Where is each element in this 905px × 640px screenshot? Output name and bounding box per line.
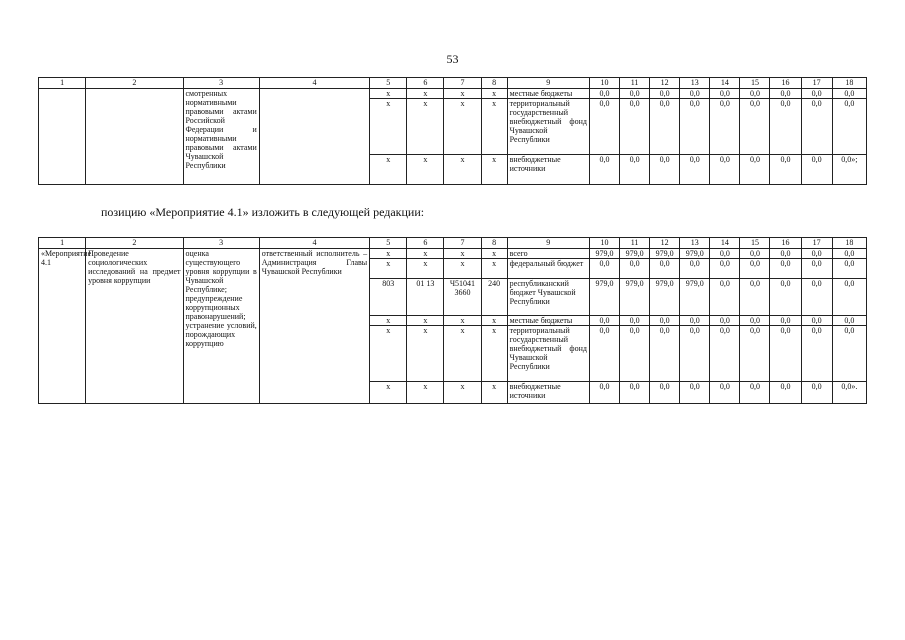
cell-value: 979,0: [680, 249, 710, 259]
cell-vr: x: [481, 89, 507, 99]
page-number: 53: [446, 52, 459, 66]
cell-vr: x: [481, 316, 507, 326]
cell-source: местные бюджеты: [507, 89, 589, 99]
cell-value: 0,0: [801, 382, 832, 404]
cell-executor: ответственный исполнитель – Администрация Главы Чувашской Республики: [259, 249, 369, 404]
cell-section: x: [407, 155, 444, 185]
cell-source: федеральный бюджет: [507, 259, 589, 279]
cell-value: 0,0: [589, 259, 619, 279]
cell-value: 0,0: [801, 326, 832, 382]
col-header: 2: [86, 78, 183, 89]
cell-value: 0,0».: [832, 382, 866, 404]
cell-value: 0,0: [680, 259, 710, 279]
cell-source: внебюджетные источники: [507, 382, 589, 404]
cell-value: 979,0: [589, 249, 619, 259]
cell-grbs: x: [370, 155, 407, 185]
column-header-row: [39, 238, 867, 249]
cell-grbs: x: [370, 249, 407, 259]
col-header: 14: [710, 238, 740, 249]
cell-value: 0,0: [710, 316, 740, 326]
cell-grbs: x: [370, 99, 407, 155]
cell-section: x: [407, 99, 444, 155]
col-header: 13: [680, 238, 710, 249]
cell-value: 979,0: [589, 279, 619, 316]
cell-value: 0,0: [740, 259, 770, 279]
cell-value: 0,0: [710, 155, 740, 185]
cell-value: 0,0: [680, 382, 710, 404]
instruction-paragraph: позицию «Мероприятие 4.1» изложить в следующей редакции:: [101, 205, 425, 219]
col-header: 3: [183, 238, 259, 249]
cell-source: внебюджетные источники: [507, 155, 589, 185]
cell-value: 0,0: [710, 99, 740, 155]
cell-value: 0,0: [770, 155, 801, 185]
cell-value: 0,0: [620, 326, 650, 382]
col-header: 6: [407, 78, 444, 89]
cell-source: местные бюджеты: [507, 316, 589, 326]
cell-value: 0,0: [620, 382, 650, 404]
cell-value: 0,0: [589, 326, 619, 382]
col-header: 5: [370, 78, 407, 89]
cell-value: 979,0: [680, 279, 710, 316]
cell-value: 0,0: [740, 249, 770, 259]
table-row: [39, 89, 867, 99]
cell-value: 0,0: [650, 326, 680, 382]
cell-grbs: x: [370, 382, 407, 404]
cell-goal-text: смотренных нормативными правовыми актами Российской Федерации и нормативными правовыми актами Чувашской Республики: [183, 89, 259, 185]
cell-value: 0,0: [801, 99, 832, 155]
cell-vr: 240: [481, 279, 507, 316]
cell-value: 0,0: [680, 155, 710, 185]
cell-value: 0,0: [740, 99, 770, 155]
cell-section: 01 13: [407, 279, 444, 316]
cell-csr: x: [444, 382, 481, 404]
cell-value: 0,0: [770, 316, 801, 326]
cell-value: 979,0: [620, 279, 650, 316]
col-header: 9: [507, 238, 589, 249]
cell-value: 0,0: [710, 382, 740, 404]
cell-vr: x: [481, 382, 507, 404]
cell-value: 0,0: [620, 259, 650, 279]
cell-value: 0,0: [832, 316, 866, 326]
cell-value: 0,0: [770, 279, 801, 316]
cell-value: 0,0: [832, 89, 866, 99]
col-header: 6: [407, 238, 444, 249]
cell-value: 0,0: [710, 326, 740, 382]
cell-value: 0,0: [650, 382, 680, 404]
cell-value: 0,0: [710, 249, 740, 259]
cell-csr: x: [444, 326, 481, 382]
cell-value: 0,0: [680, 316, 710, 326]
cell-section: x: [407, 249, 444, 259]
col-header: 1: [39, 78, 86, 89]
col-header: 1: [39, 238, 86, 249]
col-header: 4: [259, 78, 369, 89]
cell-value: 0,0: [710, 89, 740, 99]
col-header: 7: [444, 238, 481, 249]
cell-value: 0,0: [801, 249, 832, 259]
col-header: 16: [770, 78, 801, 89]
cell-value: 0,0: [832, 259, 866, 279]
cell-value: 0,0: [770, 89, 801, 99]
cell-value: 0,0: [650, 259, 680, 279]
cell-value: 0,0: [770, 259, 801, 279]
col-header: 8: [481, 78, 507, 89]
cell-csr: Ч51041 3660: [444, 279, 481, 316]
cell-section: x: [407, 259, 444, 279]
cell-value: 0,0: [740, 279, 770, 316]
cell-vr: x: [481, 326, 507, 382]
cell-value: 0,0: [770, 99, 801, 155]
cell-value: 0,0: [832, 326, 866, 382]
cell-value: 979,0: [650, 249, 680, 259]
cell-vr: x: [481, 155, 507, 185]
cell-measure-description: Проведение социологических исследований на предмет уровня коррупции: [86, 249, 183, 404]
cell-value: 0,0: [770, 326, 801, 382]
cell-value: 0,0: [650, 316, 680, 326]
cell-value: 0,0: [620, 316, 650, 326]
cell-vr: x: [481, 249, 507, 259]
cell-csr: x: [444, 99, 481, 155]
cell-value: 0,0: [589, 316, 619, 326]
cell-value: 0,0: [740, 155, 770, 185]
table-row: [39, 249, 867, 259]
cell-grbs: 803: [370, 279, 407, 316]
cell-value: 0,0: [832, 249, 866, 259]
cell-value: 0,0: [770, 382, 801, 404]
column-header-row: [39, 78, 867, 89]
cell-value: 0,0: [620, 155, 650, 185]
cell-value: 0,0: [740, 316, 770, 326]
col-header: 17: [801, 78, 832, 89]
cell-source: территориальный государственный внебюджетный фонд Чувашской Республики: [507, 99, 589, 155]
col-header: 14: [710, 78, 740, 89]
cell-csr: x: [444, 89, 481, 99]
cell-value: 0,0: [740, 382, 770, 404]
cell-value: 0,0: [650, 99, 680, 155]
cell-value: 0,0: [680, 99, 710, 155]
col-header: 15: [740, 238, 770, 249]
cell-measure-name: «Мероприятие 4.1: [39, 249, 86, 404]
col-header: 4: [259, 238, 369, 249]
col-header: 17: [801, 238, 832, 249]
col-header: 11: [620, 78, 650, 89]
cell-section: x: [407, 316, 444, 326]
cell-grbs: x: [370, 259, 407, 279]
cell-section: x: [407, 89, 444, 99]
cell-section: x: [407, 382, 444, 404]
col-header: 7: [444, 78, 481, 89]
cell-value: 0,0: [770, 249, 801, 259]
cell-value: 0,0: [650, 155, 680, 185]
col-header: 18: [832, 238, 866, 249]
cell-value: 0,0: [801, 259, 832, 279]
cell-empty: [259, 89, 369, 185]
col-header: 8: [481, 238, 507, 249]
cell-csr: x: [444, 259, 481, 279]
cell-value: 0,0: [740, 326, 770, 382]
cell-value: 979,0: [650, 279, 680, 316]
cell-empty: [86, 89, 183, 185]
cell-value: 0,0: [680, 326, 710, 382]
cell-grbs: x: [370, 316, 407, 326]
cell-vr: x: [481, 259, 507, 279]
col-header: 10: [589, 78, 619, 89]
cell-value: 0,0: [589, 99, 619, 155]
col-header: 3: [183, 78, 259, 89]
cell-value: 0,0: [620, 89, 650, 99]
cell-value: 0,0: [589, 382, 619, 404]
col-header: 12: [650, 238, 680, 249]
col-header: 15: [740, 78, 770, 89]
col-header: 16: [770, 238, 801, 249]
cell-csr: x: [444, 249, 481, 259]
cell-value: 0,0: [801, 155, 832, 185]
cell-value: 0,0: [801, 279, 832, 316]
cell-value: 0,0: [589, 89, 619, 99]
col-header: 18: [832, 78, 866, 89]
col-header: 9: [507, 78, 589, 89]
cell-grbs: x: [370, 326, 407, 382]
cell-empty: [39, 89, 86, 185]
table-continuation: [38, 77, 867, 185]
cell-value: 0,0: [801, 316, 832, 326]
cell-value: 0,0: [680, 89, 710, 99]
cell-value: 0,0: [650, 89, 680, 99]
cell-csr: x: [444, 316, 481, 326]
cell-value: 0,0: [710, 279, 740, 316]
cell-source: республиканский бюджет Чувашской Республики: [507, 279, 589, 316]
col-header: 13: [680, 78, 710, 89]
cell-value: 0,0: [589, 155, 619, 185]
cell-source: всего: [507, 249, 589, 259]
cell-source: территориальный государственный внебюджетный фонд Чувашской Республики: [507, 326, 589, 382]
col-header: 10: [589, 238, 619, 249]
cell-measure-goal: оценка существующего уровня коррупции в Чувашской Республике; предупреждение коррупционных правонарушений; устранение условий, порождающих коррупцию: [183, 249, 259, 404]
cell-value: 0,0»;: [832, 155, 866, 185]
col-header: 11: [620, 238, 650, 249]
col-header: 5: [370, 238, 407, 249]
cell-value: 0,0: [832, 279, 866, 316]
cell-value: 0,0: [832, 99, 866, 155]
cell-vr: x: [481, 99, 507, 155]
col-header: 2: [86, 238, 183, 249]
cell-grbs: x: [370, 89, 407, 99]
col-header: 12: [650, 78, 680, 89]
cell-value: 0,0: [710, 259, 740, 279]
cell-csr: x: [444, 155, 481, 185]
cell-section: x: [407, 326, 444, 382]
cell-value: 0,0: [801, 89, 832, 99]
cell-value: 0,0: [740, 89, 770, 99]
cell-value: 979,0: [620, 249, 650, 259]
table-measure-4-1: [38, 237, 867, 404]
cell-value: 0,0: [620, 99, 650, 155]
